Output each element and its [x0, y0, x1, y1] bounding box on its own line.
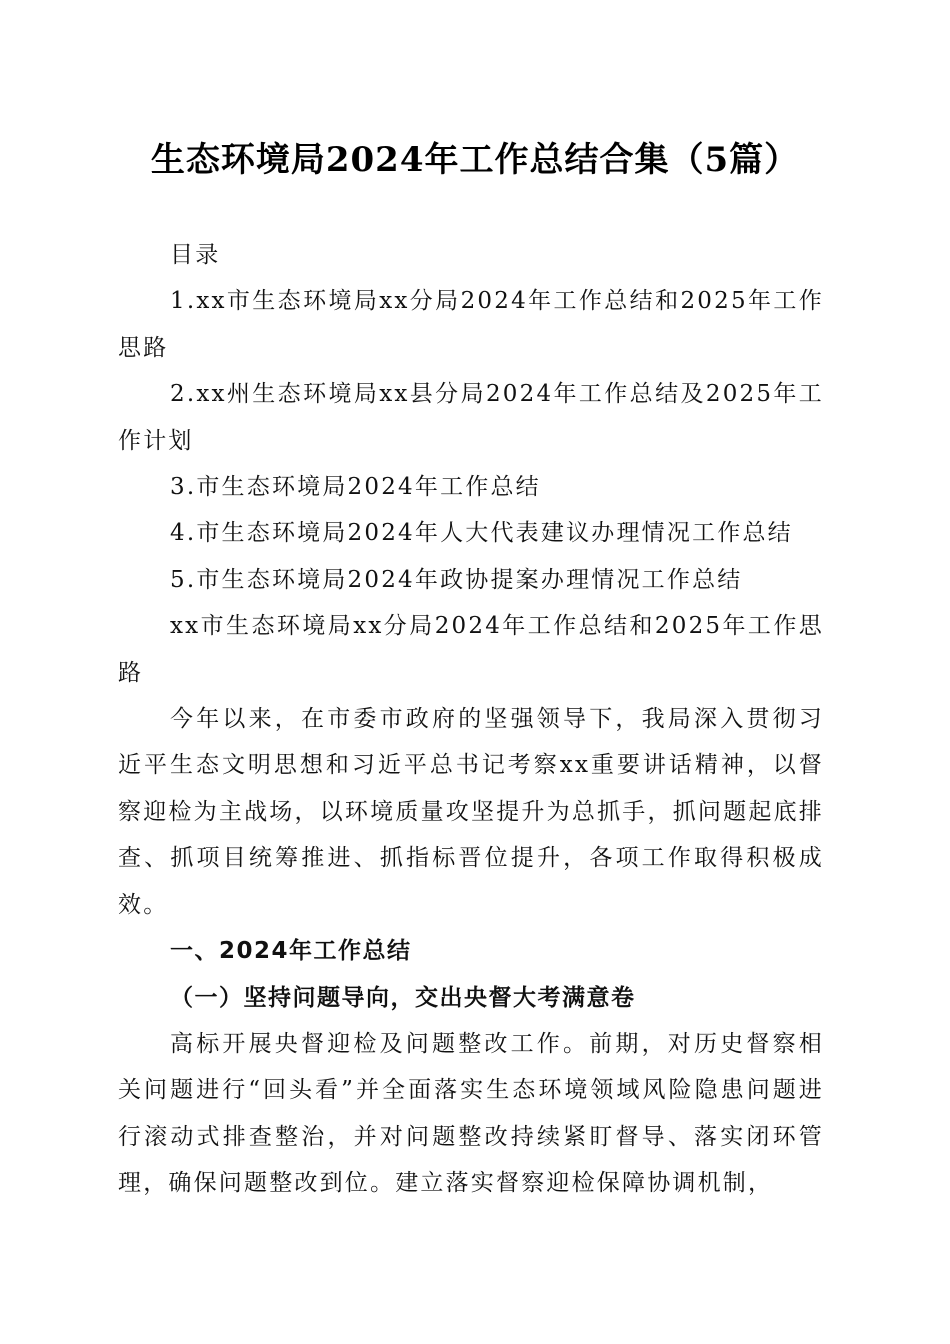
toc-item-2: 2.xx州生态环境局xx县分局2024年工作总结及2025年工作计划 — [118, 381, 824, 454]
document-body — [118, 232, 824, 1207]
toc-item-4: 4.市生态环境局2024年人大代表建议办理情况工作总结 — [170, 520, 793, 547]
intro-paragraph: 今年以来，在市委市政府的坚强领导下，我局深入贯彻习近平生态文明思想和习近平总书记考察xx重要讲话精神，以督察迎检为主战场，以环境质量攻坚提升为总抓手，抓问题起底排查、抓项目统筹推进、抓指标晋位提升，各项工作取得积极成效。 — [118, 706, 824, 918]
toc-item-5: 5.市生态环境局2024年政协提案办理情况工作总结 — [170, 566, 743, 593]
subsection-paragraph: 高标开展央督迎检及问题整改工作。前期，对历史督察相关问题进行“回头看”并全面落实生态环境领域风险隐患问题进行滚动式排查整治，并对问题整改持续紧盯督导、落实闭环管理，确保问题整改到位。建立落实督察迎检保障协调机制， — [118, 1030, 824, 1197]
subsection-heading: （一）坚持问题导向，交出央督大考满意卷 — [170, 984, 636, 1011]
toc-item-3: 3.市生态环境局2024年工作总结 — [170, 474, 541, 501]
section-heading: 一、2024年工作总结 — [170, 938, 412, 965]
article-title: xx市生态环境局xx分局2024年工作总结和2025年工作思路 — [118, 613, 824, 686]
toc-label: 目录 — [170, 242, 221, 268]
toc-item-1: 1.xx市生态环境局xx分局2024年工作总结和2025年工作思路 — [118, 288, 824, 361]
document-title: 生态环境局2024年工作总结合集（5篇） — [150, 140, 800, 180]
